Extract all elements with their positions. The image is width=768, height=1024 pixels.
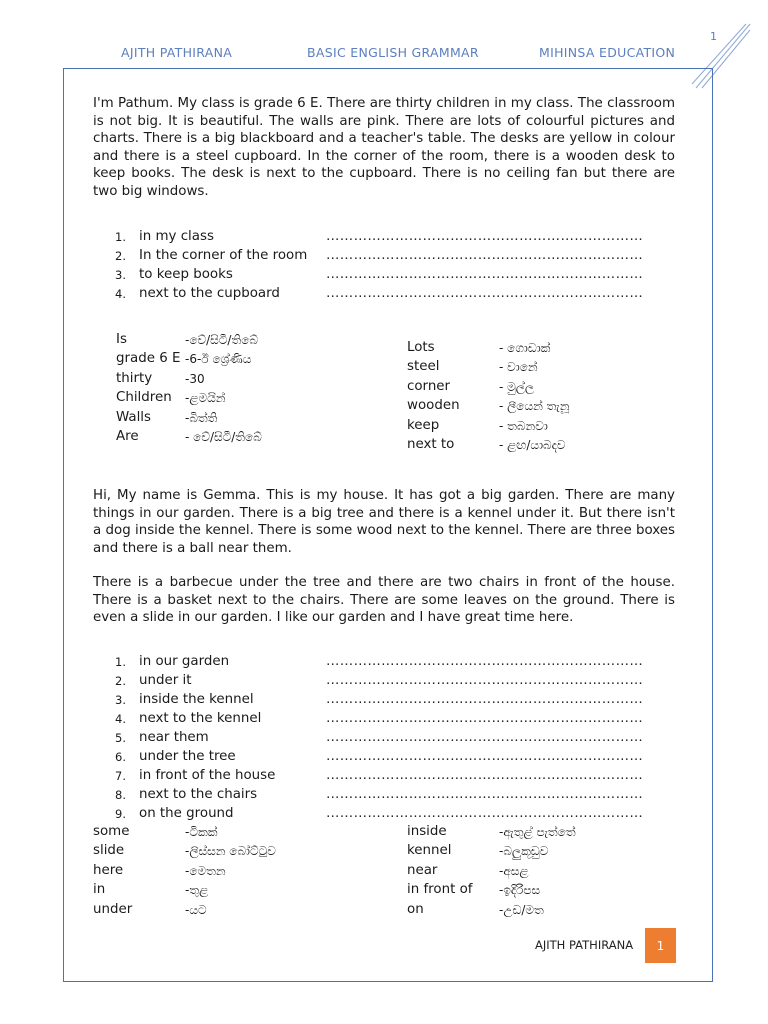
vocab-english: Is [116,332,127,347]
vocab-english: on [407,901,424,917]
item-phrase: next to the cupboard [139,286,280,301]
vocab-row [93,902,333,921]
header-author: AJITH PATHIRANA [121,45,233,60]
answer-blank[interactable]: …………………………………………………………… [326,673,644,688]
item-number: 8. [115,788,126,802]
vocab-sinhala: -ලිස්සන බෝට්ටුව [185,844,276,859]
answer-blank[interactable]: …………………………………………………………… [326,267,644,282]
vocab-english: under [93,901,133,917]
vocab-sinhala: -30 [185,371,205,386]
vocab-row [93,843,333,862]
exercise-item [93,267,675,286]
vocab-sinhala: -ඉදිරිපස [499,883,541,898]
answer-blank[interactable]: …………………………………………………………… [326,692,644,707]
exercise-item [93,711,675,730]
vocab-english: kennel [407,843,452,859]
vocab-english: next to [407,436,455,452]
answer-blank[interactable]: …………………………………………………………… [326,711,644,726]
item-number: 5. [115,731,126,745]
vocab-sinhala: -අසළ [499,863,529,878]
vocab-sinhala: -මෙතන [185,863,226,878]
vocab-row [116,351,316,370]
vocab-sinhala: -බලුකූඩුව [499,844,549,859]
item-number: 2. [115,249,126,263]
footer-page-badge: 1 [645,928,676,963]
item-phrase: in my class [139,229,214,244]
vocab-sinhala: -ඇතුළ් පැත්තේ [499,825,576,839]
answer-blank[interactable]: …………………………………………………………… [326,229,644,244]
item-number: 1. [115,655,126,669]
vocab-row [407,824,667,843]
answer-blank[interactable]: …………………………………………………………… [326,654,644,669]
exercise-item [93,787,675,806]
exercise-item [93,749,675,768]
vocab-row [116,410,316,429]
item-phrase: in our garden [139,654,230,669]
vocab-english: some [93,824,130,839]
vocab-sinhala: - ලීයෙන් තැනූ [499,399,570,414]
item-number: 7. [115,769,126,783]
vocab-row [407,843,667,862]
item-number: 3. [115,693,126,707]
vocab-sinhala: - වානේ [499,360,538,375]
answer-blank[interactable]: …………………………………………………………… [326,768,644,783]
vocab-english: steel [407,359,440,375]
answer-blank[interactable]: …………………………………………………………… [326,787,644,802]
item-phrase: next to the chairs [139,787,258,802]
vocab-1-left [116,332,316,448]
item-phrase: to keep books [139,267,233,282]
item-number: 3. [115,268,126,282]
item-number: 1. [115,230,126,244]
vocab-row [407,340,667,359]
exercise-1-list [93,229,675,305]
vocab-english: here [93,862,124,878]
vocab-sinhala: -උඩ/මත [499,902,544,917]
exercise-2-list [93,654,675,825]
passage-1: I'm Pathum. My class is grade 6 E. There are thirty children in my class. The classroom is not big. It is beautiful. The walls are pink. There are lots of colourful pictures and charts. There is a big blackboard and a teacher's table. The desks are yellow in colour and there is a steel cupboard. In the corner of the room, there is a wooden desk to keep books. The desk is next to the cupboard. There is no ceiling fan but there are two big windows. [93,96,675,199]
exercise-item [93,768,675,787]
exercise-item [93,248,675,267]
header-publisher: MIHINSA EDUCATION [539,45,676,60]
item-number: 9. [115,807,126,821]
exercise-item [93,286,675,305]
vocab-english: keep [407,417,440,433]
answer-blank[interactable]: …………………………………………………………… [326,749,644,764]
vocab-2-left [93,824,333,921]
vocab-row [116,371,316,390]
vocab-row [407,379,667,398]
item-phrase: under it [139,673,192,688]
header-page-number: 1 [710,30,717,43]
footer-author: AJITH PATHIRANA [535,938,634,952]
vocab-row [407,398,667,417]
item-phrase: under the tree [139,749,236,764]
vocab-row [93,882,333,901]
vocab-row [407,418,667,437]
vocab-row [407,437,667,456]
vocab-sinhala: - වේ/සිටී/තිබේ [185,429,262,444]
item-number: 4. [115,712,126,726]
vocab-sinhala: -තුළ [185,883,209,898]
exercise-item [93,806,675,825]
item-phrase: inside the kennel [139,692,254,707]
vocab-1-right [407,340,667,456]
vocab-english: inside [407,824,447,839]
vocab-english: thirty [116,370,153,386]
vocab-2-right [407,824,667,921]
vocab-english: Walls [116,409,152,425]
vocab-row [116,390,316,409]
exercise-item [93,692,675,711]
exercise-item [93,654,675,673]
exercise-item [93,229,675,248]
vocab-row [407,863,667,882]
vocab-sinhala: -යට [185,902,207,917]
vocab-row [407,882,667,901]
item-phrase: on the ground [139,806,234,821]
vocab-english: corner [407,378,451,394]
answer-blank[interactable]: …………………………………………………………… [326,248,644,263]
item-number: 2. [115,674,126,688]
vocab-sinhala: - මුල්ල [499,379,535,394]
item-number: 6. [115,750,126,764]
vocab-sinhala: -ටිකක් [185,825,218,839]
vocab-english: wooden [407,398,460,414]
vocab-row [93,863,333,882]
vocab-row [93,824,333,843]
passage-3: There is a barbecue under the tree and there are two chairs in front of the house. There is a basket next to the chairs. There are some leaves on the ground. There is even a slide in our garden. I like our garden and I have great time here. [93,575,675,625]
item-phrase: In the corner of the room [139,248,308,263]
vocab-row [116,429,316,448]
item-phrase: near them [139,730,209,745]
vocab-row [407,359,667,378]
header-title: BASIC ENGLISH GRAMMAR [307,45,479,60]
vocab-english: Are [116,428,139,444]
item-phrase: in front of the house [139,768,276,783]
vocab-sinhala: - ගොඩාක් [499,341,551,355]
vocab-row [116,332,316,351]
exercise-item [93,673,675,692]
vocab-sinhala: -වේ/සිටී/තිබේ [185,333,258,347]
vocab-english: slide [93,843,125,859]
vocab-sinhala: - ළඟ/යාබදව [499,437,566,452]
vocab-english: near [407,862,438,878]
answer-blank[interactable]: …………………………………………………………… [326,806,644,821]
passage-2: Hi, My name is Gemma. This is my house. It has got a big garden. There are many things in our garden. There is a big tree and there is a kennel under it. But there isn't a dog inside the kennel. There is some wood next to the kennel. There are three boxes and there is a ball near them. [93,488,675,556]
vocab-english: in front of [407,882,473,898]
vocab-sinhala: - තබනවා [499,418,548,433]
vocab-sinhala: -6-ඊ ශ්‍රේණිය [185,352,252,367]
vocab-english: Children [116,390,172,406]
vocab-english: grade 6 E [116,351,181,367]
vocab-english: in [93,882,106,898]
vocab-sinhala: -ළමයින් [185,391,226,406]
vocab-sinhala: -බිත්ති [185,410,218,425]
answer-blank[interactable]: …………………………………………………………… [326,730,644,745]
item-phrase: next to the kennel [139,711,262,726]
item-number: 4. [115,287,126,301]
answer-blank[interactable]: …………………………………………………………… [326,286,644,301]
vocab-row [407,902,667,921]
vocab-english: Lots [407,340,435,355]
exercise-item [93,730,675,749]
